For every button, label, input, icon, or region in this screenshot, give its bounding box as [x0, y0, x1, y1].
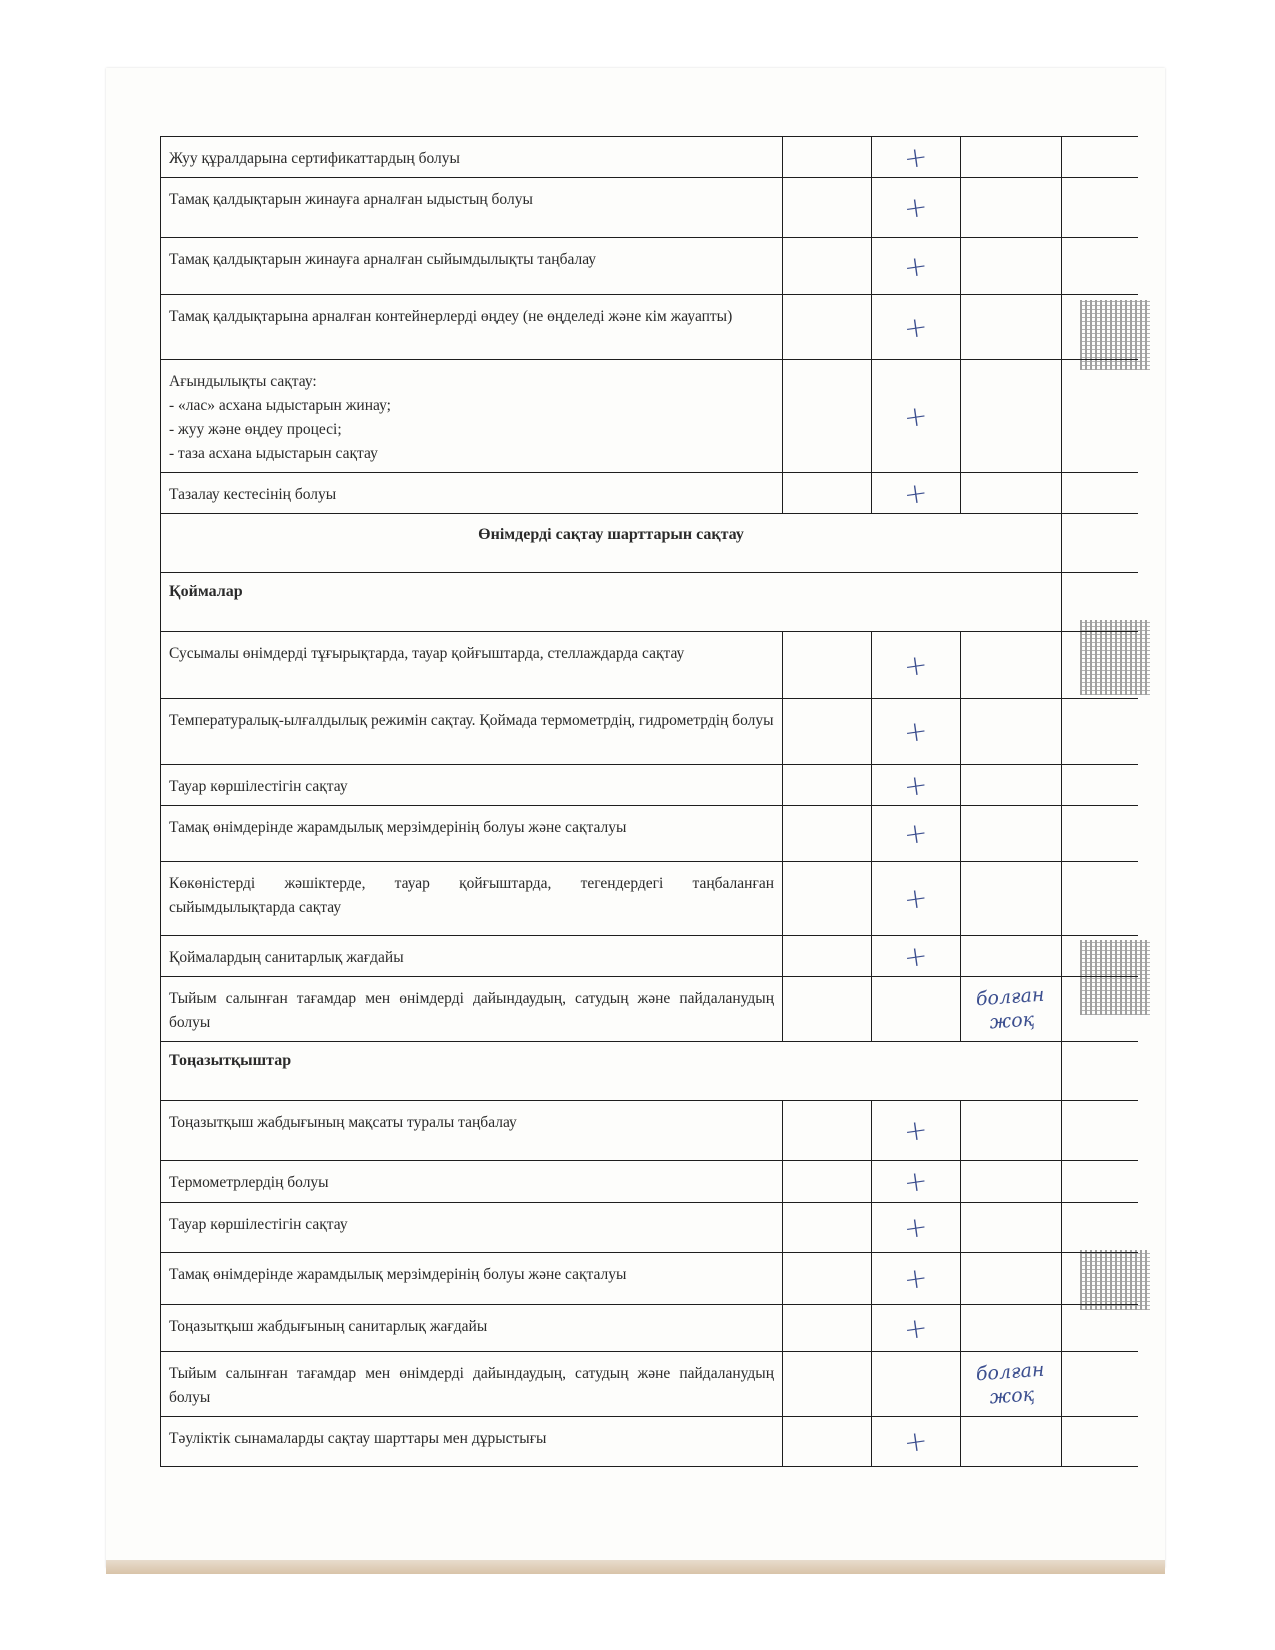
empty-cell: [1062, 936, 1138, 977]
table-row: [161, 1101, 1138, 1161]
empty-cell: [783, 178, 872, 238]
empty-cell: [783, 1203, 872, 1253]
criterion-text: Қоймалардың санитарлық жағдайы: [169, 949, 404, 966]
note-cell: [961, 238, 1062, 295]
handwritten-plus-mark: +: [902, 1112, 930, 1149]
mark-cell: [872, 1101, 961, 1161]
table-row: [161, 977, 1138, 1042]
criterion-cell: [161, 360, 783, 473]
empty-cell: [783, 360, 872, 473]
table-row: [161, 360, 1138, 473]
empty-cell: [783, 1417, 872, 1467]
empty-cell: [1062, 1203, 1138, 1253]
handwritten-plus-mark: +: [902, 815, 930, 852]
criterion-cell: [161, 178, 783, 238]
empty-cell: [1062, 1352, 1138, 1417]
empty-cell: [1062, 178, 1138, 238]
criterion-cell: [161, 238, 783, 295]
mark-cell: [872, 238, 961, 295]
criterion-cell: [161, 862, 783, 936]
empty-cell: [783, 806, 872, 862]
empty-cell: [1062, 514, 1138, 573]
empty-cell: [1062, 699, 1138, 765]
criterion-cell: [161, 936, 783, 977]
mark-cell: [872, 1203, 961, 1253]
note-cell: [961, 1101, 1062, 1161]
mark-cell: [872, 765, 961, 806]
handwritten-plus-mark: +: [902, 309, 930, 345]
criterion-text: Температуралық-ылғалдылық режимін сақтау. Қоймада термометрдің, гидрометрдің болуы: [169, 712, 774, 729]
criterion-cell: [161, 137, 783, 178]
handwritten-plus-mark: +: [902, 713, 930, 750]
handwritten-plus-mark: +: [902, 1423, 930, 1460]
empty-cell: [783, 137, 872, 178]
criterion-text: Тамақ қалдықтарын жинауға арналған ыдыстың болуы: [169, 191, 533, 208]
handwritten-plus-mark: +: [902, 1310, 930, 1346]
empty-cell: [783, 699, 872, 765]
note-cell: [961, 936, 1062, 977]
empty-cell: [783, 473, 872, 514]
mark-cell: [872, 1253, 961, 1305]
note-cell: [961, 178, 1062, 238]
table-row: [161, 1305, 1138, 1352]
mark-cell: [872, 936, 961, 977]
criterion-text: Тәуліктік сынамаларды сақтау шарттары мен дұрыстығы: [169, 1430, 547, 1447]
empty-cell: [783, 295, 872, 360]
mark-cell: [872, 1161, 961, 1203]
note-cell: [961, 137, 1062, 178]
criterion-text: Тыйым салынған тағамдар мен өнімдерді дайындаудың, сатудың және пайдаланудың болуы: [169, 990, 774, 1031]
note-cell: [961, 360, 1062, 473]
mark-cell: [872, 178, 961, 238]
table-row: [161, 473, 1138, 514]
criterion-cell: [161, 295, 783, 360]
empty-cell: [1062, 862, 1138, 936]
mark-cell: [872, 1305, 961, 1352]
table-row: [161, 765, 1138, 806]
mark-cell: [872, 862, 961, 936]
criterion-text: Тазалау кестесінің болуы: [169, 486, 337, 503]
criterion-text: Жуу құралдарына сертификаттардың болуы: [169, 150, 460, 167]
table-row: [161, 295, 1138, 360]
criterion-text: Сусымалы өнімдерді тұғырықтарда, тауар қойғыштарда, стеллаждарда сақтау: [169, 645, 685, 662]
criterion-text: Тыйым салынған тағамдар мен өнімдерді дайындаудың, сатудың және пайдаланудың болуы: [169, 1365, 774, 1406]
handwritten-plus-mark: +: [902, 1209, 930, 1246]
criterion-text: Тамақ өнімдерінде жарамдылық мерзімдерінің болуы және сақталуы: [169, 819, 627, 836]
criterion-cell: [161, 1161, 783, 1203]
empty-cell: [1062, 1101, 1138, 1161]
note-cell: [961, 1253, 1062, 1305]
inspection-checklist-table: [160, 136, 1138, 1467]
table-row: [161, 1203, 1138, 1253]
empty-cell: [783, 862, 872, 936]
table-row: [161, 137, 1138, 178]
empty-cell: [1062, 1042, 1138, 1101]
handwritten-plus-mark: +: [902, 938, 930, 974]
section-heading: Өнімдерді сақтау шарттарын сақтау: [161, 514, 1062, 573]
table-row: [161, 238, 1138, 295]
empty-cell: [783, 1101, 872, 1161]
empty-cell: [1062, 1305, 1138, 1352]
subsection-heading: Қоймалар: [161, 573, 1062, 632]
table-row: [161, 1417, 1138, 1467]
subsection-heading: Тоңазытқыштар: [161, 1042, 1062, 1101]
subsection-row: [161, 573, 1138, 632]
handwritten-plus-mark: +: [902, 767, 930, 803]
empty-cell: [1062, 573, 1138, 632]
criterion-cell: [161, 765, 783, 806]
empty-cell: [783, 632, 872, 699]
handwritten-plus-mark: +: [902, 475, 930, 511]
empty-cell: [1062, 360, 1138, 473]
criterion-cell: [161, 632, 783, 699]
criterion-cell: [161, 1101, 783, 1161]
handwritten-note: болған жоқ: [975, 983, 1046, 1034]
note-cell: [961, 806, 1062, 862]
criterion-text: Тамақ қалдықтарына арналған контейнерлерді өңдеу (не өңделеді және кім жауапты): [169, 308, 733, 325]
table-row: [161, 936, 1138, 977]
criterion-cell: [161, 806, 783, 862]
empty-cell: [783, 1305, 872, 1352]
table-row: [161, 699, 1138, 765]
criterion-line: - жуу және өңдеу процесі;: [169, 421, 342, 438]
subsection-row: [161, 1042, 1138, 1101]
empty-cell: [783, 1161, 872, 1203]
paper-edge: [106, 1560, 1165, 1574]
note-cell: [961, 473, 1062, 514]
mark-cell: [872, 806, 961, 862]
empty-cell: [783, 765, 872, 806]
criterion-cell: [161, 699, 783, 765]
note-cell: [961, 1203, 1062, 1253]
criterion-cell: [161, 473, 783, 514]
handwritten-plus-mark: +: [902, 647, 930, 683]
empty-cell: [1062, 295, 1138, 360]
criterion-cell: [161, 977, 783, 1042]
empty-cell: [1062, 473, 1138, 514]
criterion-text: Тоңазытқыш жабдығының санитарлық жағдайы: [169, 1318, 488, 1335]
note-cell: [961, 295, 1062, 360]
handwritten-plus-mark: +: [902, 139, 930, 175]
mark-cell: [872, 699, 961, 765]
empty-cell: [783, 1253, 872, 1305]
table-row: [161, 1253, 1138, 1305]
empty-cell: [1062, 977, 1138, 1042]
criterion-text: Термометрлердің болуы: [169, 1174, 329, 1191]
mark-cell: [872, 295, 961, 360]
table-row: [161, 178, 1138, 238]
criterion-line: - «лас» асхана ыдыстарын жинау;: [169, 397, 391, 414]
handwritten-plus-mark: +: [902, 1260, 930, 1297]
criterion-cell: [161, 1203, 783, 1253]
empty-cell: [1062, 1253, 1138, 1305]
note-cell: [961, 632, 1062, 699]
criterion-cell: [161, 1305, 783, 1352]
note-cell: [961, 1352, 1062, 1417]
criterion-text: Тоңазытқыш жабдығының мақсаты туралы таңбалау: [169, 1114, 517, 1131]
table-row: [161, 806, 1138, 862]
empty-cell: [1062, 238, 1138, 295]
table-row: [161, 862, 1138, 936]
mark-cell: [872, 1352, 961, 1417]
note-cell: [961, 977, 1062, 1042]
empty-cell: [783, 936, 872, 977]
handwritten-plus-mark: +: [902, 880, 930, 917]
criterion-text: Көкөністерді жәшіктерде, тауар қойғыштарда, тегендердегі таңбаланған сыйымдылықтарда сақтау: [169, 875, 774, 916]
note-cell: [961, 1305, 1062, 1352]
mark-cell: [872, 632, 961, 699]
empty-cell: [1062, 1417, 1138, 1467]
criterion-line: Ағындылықты сақтау:: [169, 373, 317, 390]
table-row: [161, 1352, 1138, 1417]
mark-cell: [872, 360, 961, 473]
section-row: [161, 514, 1138, 573]
empty-cell: [1062, 806, 1138, 862]
criterion-text: Тамақ өнімдерінде жарамдылық мерзімдерінің болуы және сақталуы: [169, 1266, 627, 1283]
note-cell: [961, 765, 1062, 806]
mark-cell: [872, 1417, 961, 1467]
criterion-cell: [161, 1417, 783, 1467]
mark-cell: [872, 977, 961, 1042]
empty-cell: [1062, 137, 1138, 178]
criterion-text: Тауар көршілестігін сақтау: [169, 1216, 348, 1233]
note-cell: [961, 862, 1062, 936]
handwritten-plus-mark: +: [902, 189, 930, 226]
note-cell: [961, 1161, 1062, 1203]
empty-cell: [783, 977, 872, 1042]
note-cell: [961, 1417, 1062, 1467]
table-row: [161, 1161, 1138, 1203]
table-row: [161, 632, 1138, 699]
mark-cell: [872, 137, 961, 178]
empty-cell: [783, 1352, 872, 1417]
criterion-cell: [161, 1253, 783, 1305]
handwritten-note: болған жоқ: [975, 1358, 1046, 1409]
criterion-cell: [161, 1352, 783, 1417]
handwritten-plus-mark: +: [902, 248, 930, 284]
empty-cell: [1062, 1161, 1138, 1203]
empty-cell: [1062, 632, 1138, 699]
handwritten-plus-mark: +: [902, 1163, 930, 1200]
criterion-line: - таза асхана ыдыстарын сақтау: [169, 445, 378, 462]
note-cell: [961, 699, 1062, 765]
criterion-text: Тамақ қалдықтарын жинауға арналған сыйымдылықты таңбалау: [169, 251, 597, 268]
criterion-text: Тауар көршілестігін сақтау: [169, 778, 348, 795]
handwritten-plus-mark: +: [902, 398, 930, 434]
mark-cell: [872, 473, 961, 514]
empty-cell: [1062, 765, 1138, 806]
empty-cell: [783, 238, 872, 295]
